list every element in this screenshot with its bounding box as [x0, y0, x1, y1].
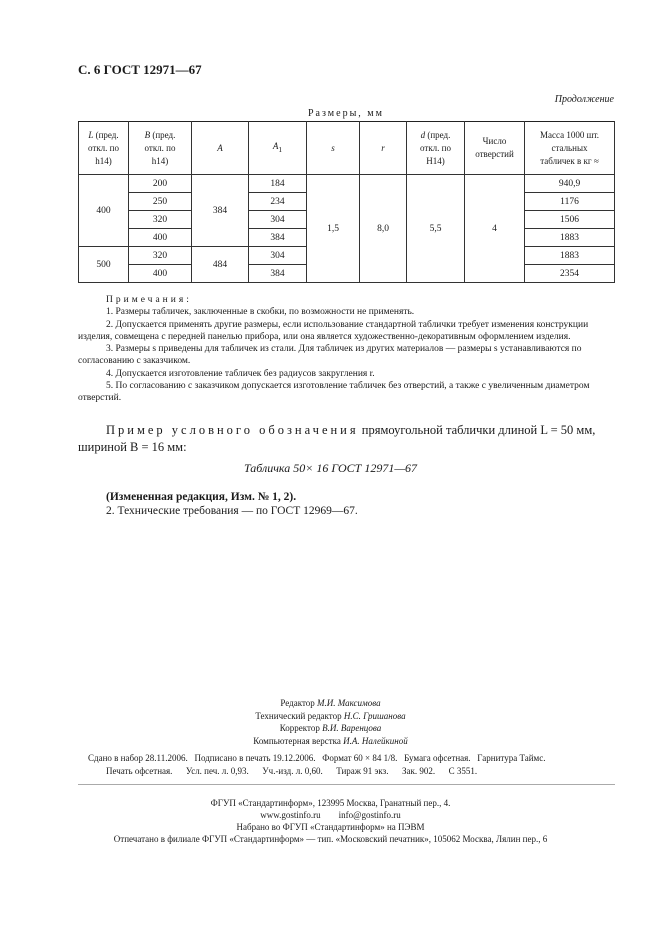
change-block	[106, 490, 358, 518]
dimensions-table	[78, 121, 615, 283]
print-info	[88, 752, 546, 778]
notes-title: Примечания:	[106, 295, 192, 305]
cell-A1: 384	[249, 229, 307, 247]
designation-formula: Табличка 50× 16 ГОСТ 12971—67	[243, 461, 418, 475]
cell-B: 320	[129, 247, 192, 265]
footer-divider	[78, 784, 615, 785]
footer-line: www.gostinfo.ru info@gostinfo.ru	[260, 810, 401, 820]
credit-tech-editor: Технический редактор Н.С. Гришанова	[255, 710, 406, 721]
example-text: прямоугольной таблички длиной L = 50 мм, шириной B = 16 мм:	[78, 423, 596, 454]
page-header: С. 6 ГОСТ 12971—67	[78, 62, 202, 77]
cell-B: 250	[129, 193, 192, 211]
cell-B: 400	[129, 265, 192, 283]
header-mass: Масса 1000 шт. стальных табличек в кг ≈	[525, 122, 615, 175]
continuation-label: Продолжение	[554, 94, 614, 105]
cell-B: 400	[129, 229, 192, 247]
cell-A1: 384	[249, 265, 307, 283]
cell-holes: 4	[465, 175, 525, 283]
cell-r: 8,0	[360, 175, 407, 283]
header-L: L (пред. откл. по h14)	[79, 122, 129, 175]
note-item: 5. По согласованию с заказчиком допускается изготовление табличек без отверстий, а также с увеличенным диаметром отверстий.	[78, 381, 590, 404]
note-item: 3. Размеры s приведены для табличек из стали. Для табличек из других материалов — размеры s устанавливаются по согласованию с заказчиком.	[78, 344, 582, 367]
cell-s: 1,5	[307, 175, 360, 283]
header-holes: Число отверстий	[465, 122, 525, 175]
credit-corrector: Корректор В.И. Варенцова	[279, 723, 382, 733]
header-A1: $A_1$	[249, 122, 307, 175]
print-line-2: Печать офсетная. Усл. печ. л. 0,93. Уч.-изд. л. 0,60. Тираж 91 экз. Зак. 902. С 3551.	[88, 766, 478, 776]
example-paragraph	[78, 422, 618, 456]
cell-A: 484	[192, 247, 249, 283]
publisher-footer	[0, 797, 661, 845]
note-item: 2. Допускается применять другие размеры, если использование стандартной таблички требует изменения конструкции изделия, совмещена с передней панелью прибора, или она является художественно-декоративным оформлением изделия.	[78, 319, 589, 342]
cell-A1: 184	[249, 175, 307, 193]
section-2: 2. Технические требования — по ГОСТ 12969—67.	[106, 505, 358, 517]
credits-block	[0, 697, 661, 747]
dimensions-caption: Размеры, мм	[308, 108, 384, 119]
cell-mass: 940,9	[525, 175, 615, 193]
cell-B: 200	[129, 175, 192, 193]
credit-layout: Компьютерная верстка И.А. Налейкиной	[253, 735, 408, 746]
header-s: s	[307, 122, 360, 175]
header-A: A	[192, 122, 249, 175]
cell-mass: 1883	[525, 247, 615, 265]
change-note: (Измененная редакция, Изм. № 1, 2).	[106, 491, 297, 503]
cell-mass: 1883	[525, 229, 615, 247]
table-row	[79, 175, 615, 193]
credit-editor: Редактор М.И. Максимова	[280, 698, 381, 708]
cell-mass: 1176	[525, 193, 615, 211]
cell-B: 320	[129, 211, 192, 229]
cell-L: 400	[79, 175, 129, 247]
header-d: d (пред. откл. по H14)	[407, 122, 465, 175]
cell-mass: 1506	[525, 211, 615, 229]
print-line-1: Сдано в набор 28.11.2006. Подписано в печать 19.12.2006. Формат 60 × 84 1/8. Бумага офсетная. Гарнитура Таймс.	[88, 753, 546, 763]
footer-line: Отпечатано в филиале ФГУП «Стандартинформ» — тип. «Московский печатник», 105062 Москва, Лялин пер., 6	[113, 834, 548, 844]
cell-mass: 2354	[525, 265, 615, 283]
cell-A1: 304	[249, 211, 307, 229]
cell-A1: 304	[249, 247, 307, 265]
example-lead: Пример условного обозначения	[106, 423, 359, 437]
cell-A: 384	[192, 175, 249, 247]
cell-A1: 234	[249, 193, 307, 211]
header-r: r	[360, 122, 407, 175]
table-header-row	[79, 122, 615, 175]
notes-block	[78, 294, 618, 405]
header-B: B (пред. откл. по h14)	[129, 122, 192, 175]
note-item: 4. Допускается изготовление табличек без радиусов закругления r.	[106, 368, 375, 379]
footer-line: Набрано во ФГУП «Стандартинформ» на ПЭВМ	[236, 822, 425, 832]
cell-d: 5,5	[407, 175, 465, 283]
note-item: 1. Размеры табличек, заключенные в скобки, по возможности не применять.	[106, 307, 415, 318]
cell-L: 500	[79, 247, 129, 283]
footer-line: ФГУП «Стандартинформ», 123995 Москва, Гранатный пер., 4.	[210, 798, 451, 808]
